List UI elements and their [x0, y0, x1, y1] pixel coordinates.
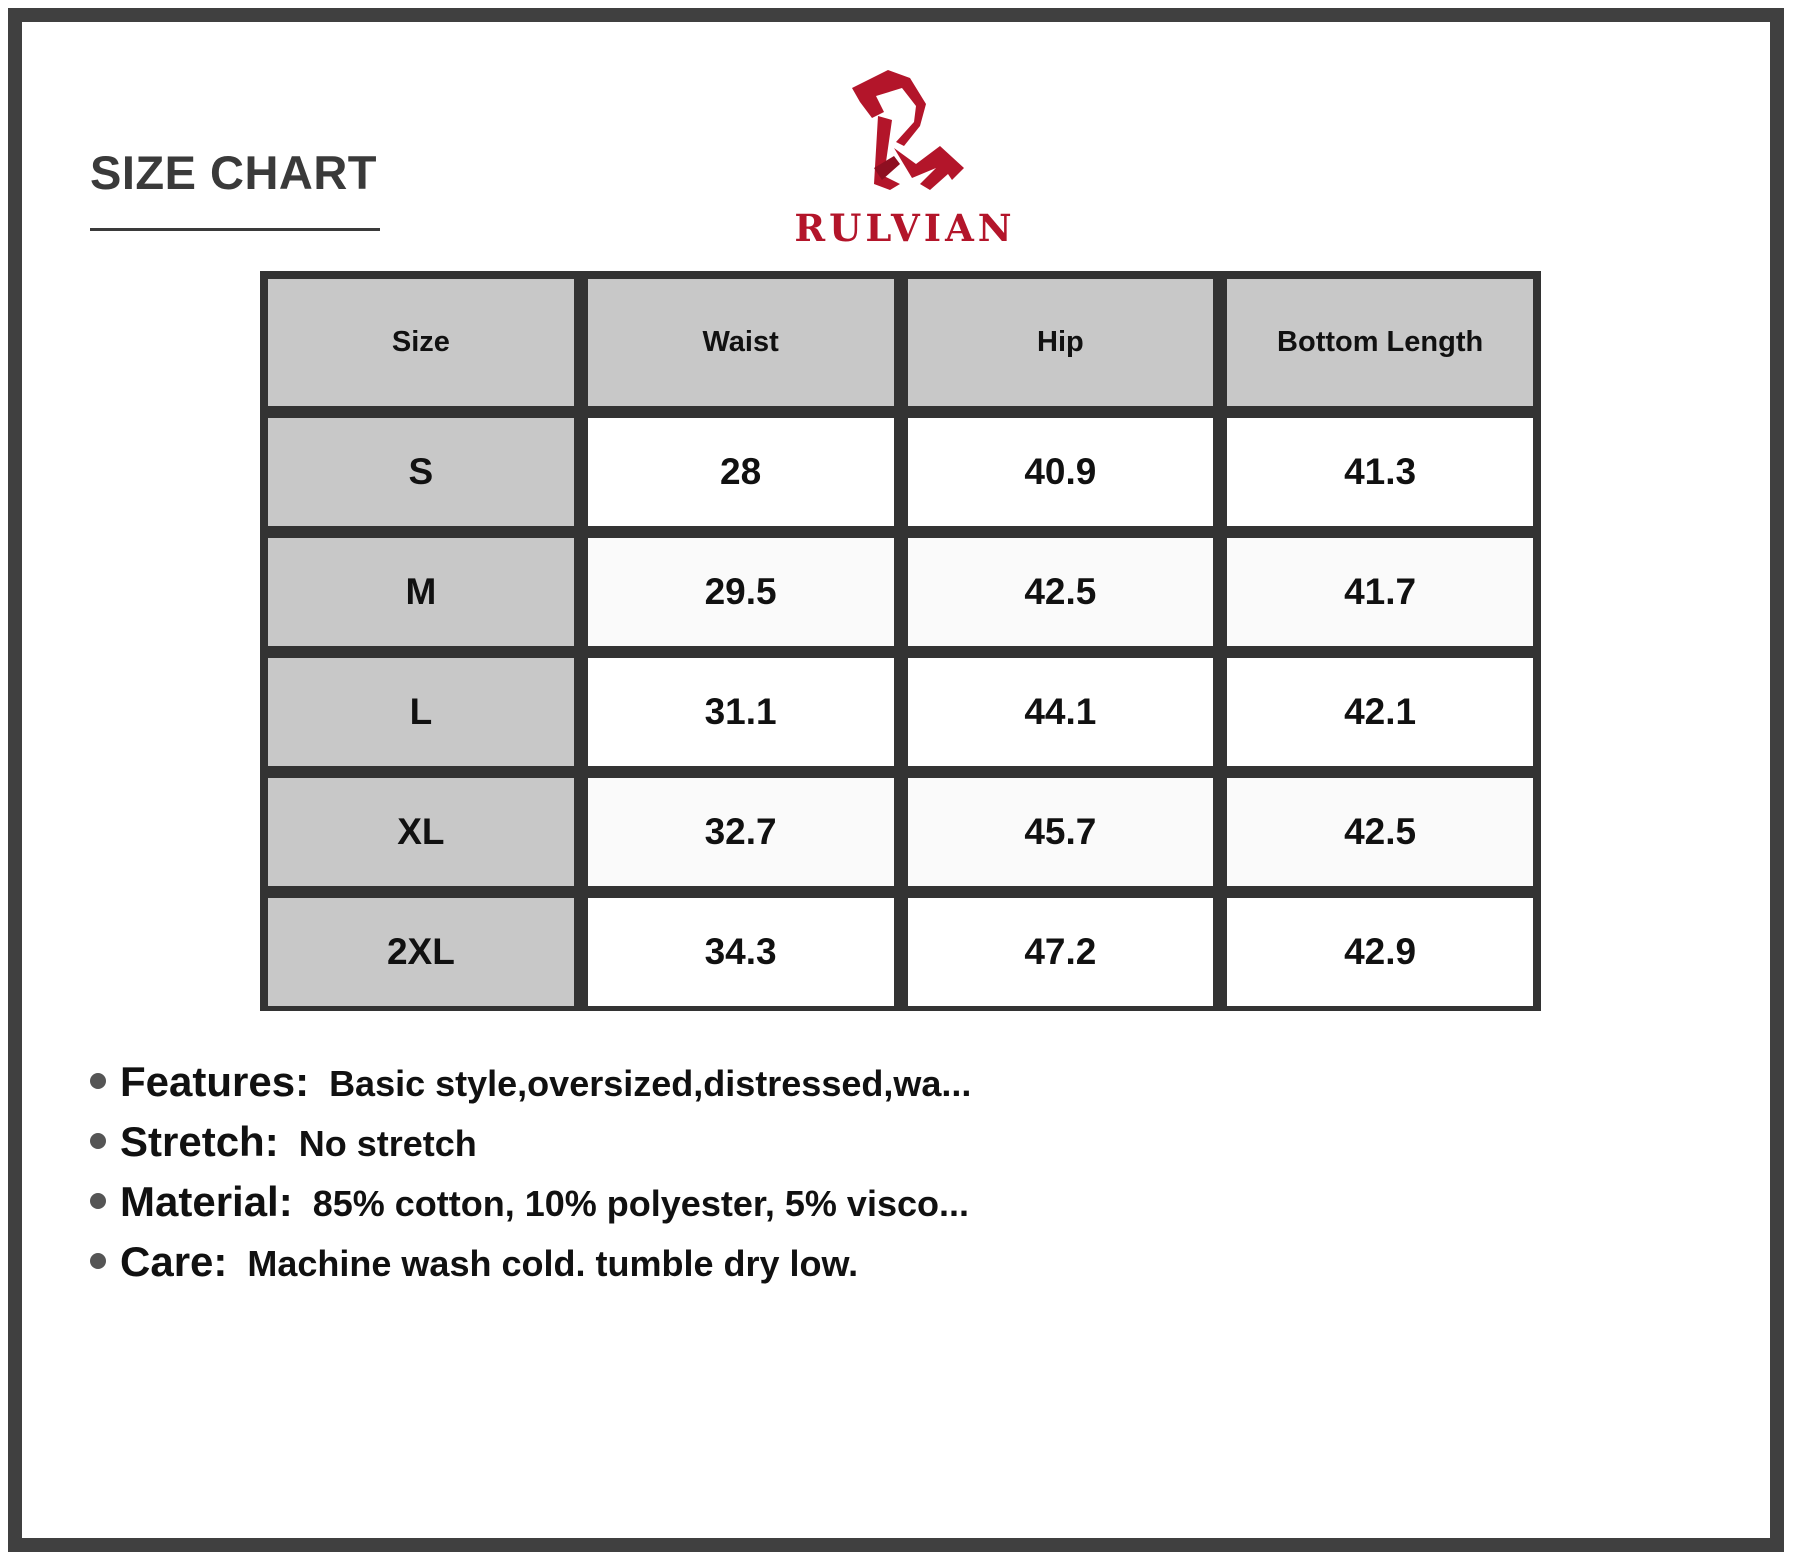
- waist-cell: 28: [588, 418, 894, 526]
- hip-cell: 42.5: [908, 538, 1214, 646]
- size-cell: S: [268, 418, 574, 526]
- detail-value-material: 85% cotton, 10% polyester, 5% visco...: [312, 1183, 969, 1224]
- bullet-dot-icon: [90, 1193, 106, 1209]
- bottom-length-cell: 41.3: [1227, 418, 1533, 526]
- hip-cell: 47.2: [908, 898, 1214, 1006]
- detail-value-stretch: No stretch: [298, 1123, 477, 1164]
- bottom-length-cell: 42.5: [1227, 778, 1533, 886]
- product-details-list: [90, 1058, 971, 1298]
- detail-value-care: Machine wash cold. tumble dry low.: [247, 1243, 859, 1284]
- list-item: [90, 1118, 971, 1178]
- detail-label-features: Features:: [120, 1058, 310, 1105]
- size-chart-table: [260, 271, 1541, 1011]
- column-header-bottom-length: Bottom Length: [1227, 279, 1533, 406]
- list-item: [90, 1178, 971, 1238]
- bottom-length-cell: 41.7: [1227, 538, 1533, 646]
- bullet-dot-icon: [90, 1253, 106, 1269]
- bottom-length-cell: 42.1: [1227, 658, 1533, 766]
- detail-label-care: Care:: [120, 1238, 228, 1285]
- waist-cell: 32.7: [588, 778, 894, 886]
- size-cell: M: [268, 538, 574, 646]
- waist-cell: 34.3: [588, 898, 894, 1006]
- bottom-length-cell: 42.9: [1227, 898, 1533, 1006]
- hip-cell: 40.9: [908, 418, 1214, 526]
- detail-label-stretch: Stretch:: [120, 1118, 279, 1165]
- brand-name: RULVIAN: [794, 206, 1016, 250]
- title-underline: [90, 228, 380, 231]
- page-title: SIZE CHART: [90, 146, 377, 199]
- list-item: [90, 1238, 971, 1298]
- waist-cell: 29.5: [588, 538, 894, 646]
- hip-cell: 45.7: [908, 778, 1214, 886]
- detail-value-features: Basic style,oversized,distressed,wa...: [329, 1063, 972, 1104]
- size-cell: 2XL: [268, 898, 574, 1006]
- bullet-dot-icon: [90, 1133, 106, 1149]
- bullet-dot-icon: [90, 1073, 106, 1089]
- column-header-waist: Waist: [588, 279, 894, 406]
- size-cell: XL: [268, 778, 574, 886]
- hip-cell: 44.1: [908, 658, 1214, 766]
- size-cell: L: [268, 658, 574, 766]
- list-item: [90, 1058, 971, 1118]
- waist-cell: 31.1: [588, 658, 894, 766]
- column-header-size: Size: [268, 279, 574, 406]
- column-header-hip: Hip: [908, 279, 1214, 406]
- detail-label-material: Material:: [120, 1178, 293, 1225]
